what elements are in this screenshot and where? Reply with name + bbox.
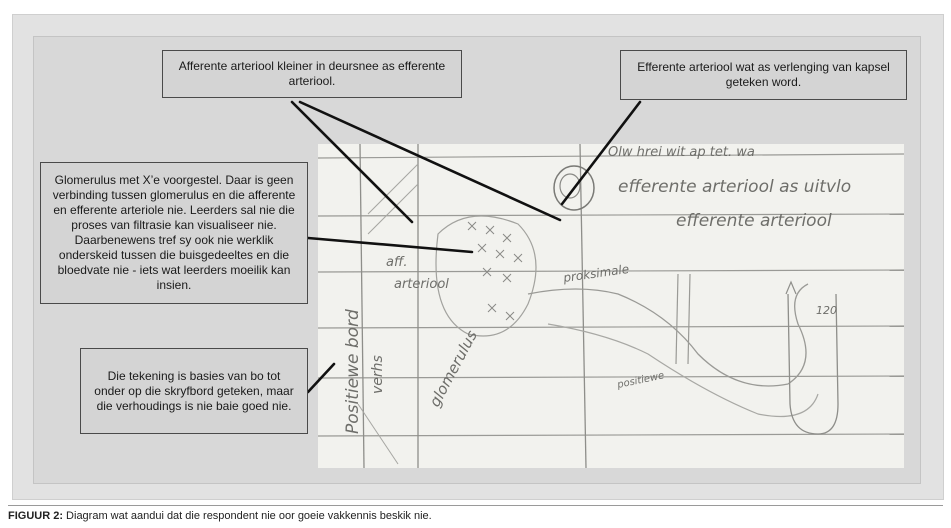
sketch-120-mark: 120: [816, 304, 837, 317]
callout-drawing: [80, 348, 308, 434]
handwriting: [343, 145, 851, 434]
sketch-side-vertical: Positiewe bord: [343, 309, 363, 434]
caption-label: FIGUUR 2:: [8, 510, 63, 522]
sketch-top-text: Olw hrei wit ap tet. wa: [608, 145, 755, 160]
caption-divider: [8, 505, 943, 506]
corner-hatch: [358, 164, 418, 464]
sketch-positiewe-label: positiewe: [616, 370, 666, 391]
sketch-glomerulus-label: glomerulus: [425, 327, 481, 410]
callout-glomerulus: [40, 162, 308, 304]
margin-lines: [360, 144, 586, 468]
collecting-duct-2: [688, 274, 690, 364]
arrow-up-icon: [786, 282, 796, 294]
callout-afferent-text: Afferente arteriool kleiner in deursnee as efferente arteriool.: [178, 59, 446, 88]
whiteboard-photo: [318, 144, 904, 468]
sketch-efferente-label-1: efferente arteriool as uitvlo: [618, 177, 852, 197]
callout-drawing-text: Die tekening is basies van bo tot onder op die skryfbord geteken, maar die verhoudings is nie baie goed nie.: [94, 368, 294, 413]
tubule-path: [528, 284, 808, 386]
sketch-efferente-label-2: efferente arteriool: [676, 211, 832, 231]
callout-efferent: [620, 50, 907, 100]
callout-glomerulus-text: Glomerulus met X’e voorgestel. Daar is geen verbinding tussen glomerulus en die afferente en efferente arteriole nie. Leerders sal nie die proses van filtrasie kan visualiseer nie. Daarbenewens tref sy ook nie werklik onderskeid tussen die buisgedeeltes en die bloedvate nie - iets wat leerders moeilik kan insien.: [52, 173, 296, 292]
pencil-drawing: [318, 144, 904, 468]
sketch-aff-label: aff.: [386, 255, 408, 270]
sketch-arteriool-label: arteriool: [394, 277, 449, 292]
figure-caption: [8, 510, 432, 522]
collecting-duct: [676, 274, 678, 364]
capsule-inner: [560, 174, 580, 198]
tubule-path-2: [548, 324, 818, 417]
sketch-side-vertical-2: verhs: [370, 355, 386, 394]
caption-text: Diagram wat aandui dat die respondent nie oor goeie vakkennis beskik nie.: [63, 510, 432, 522]
callout-efferent-text: Efferente arteriool wat as verlenging van kapsel geteken word.: [637, 60, 890, 89]
sketch-proksimale-label: proksimale: [562, 261, 630, 285]
callout-afferent: [162, 50, 462, 98]
